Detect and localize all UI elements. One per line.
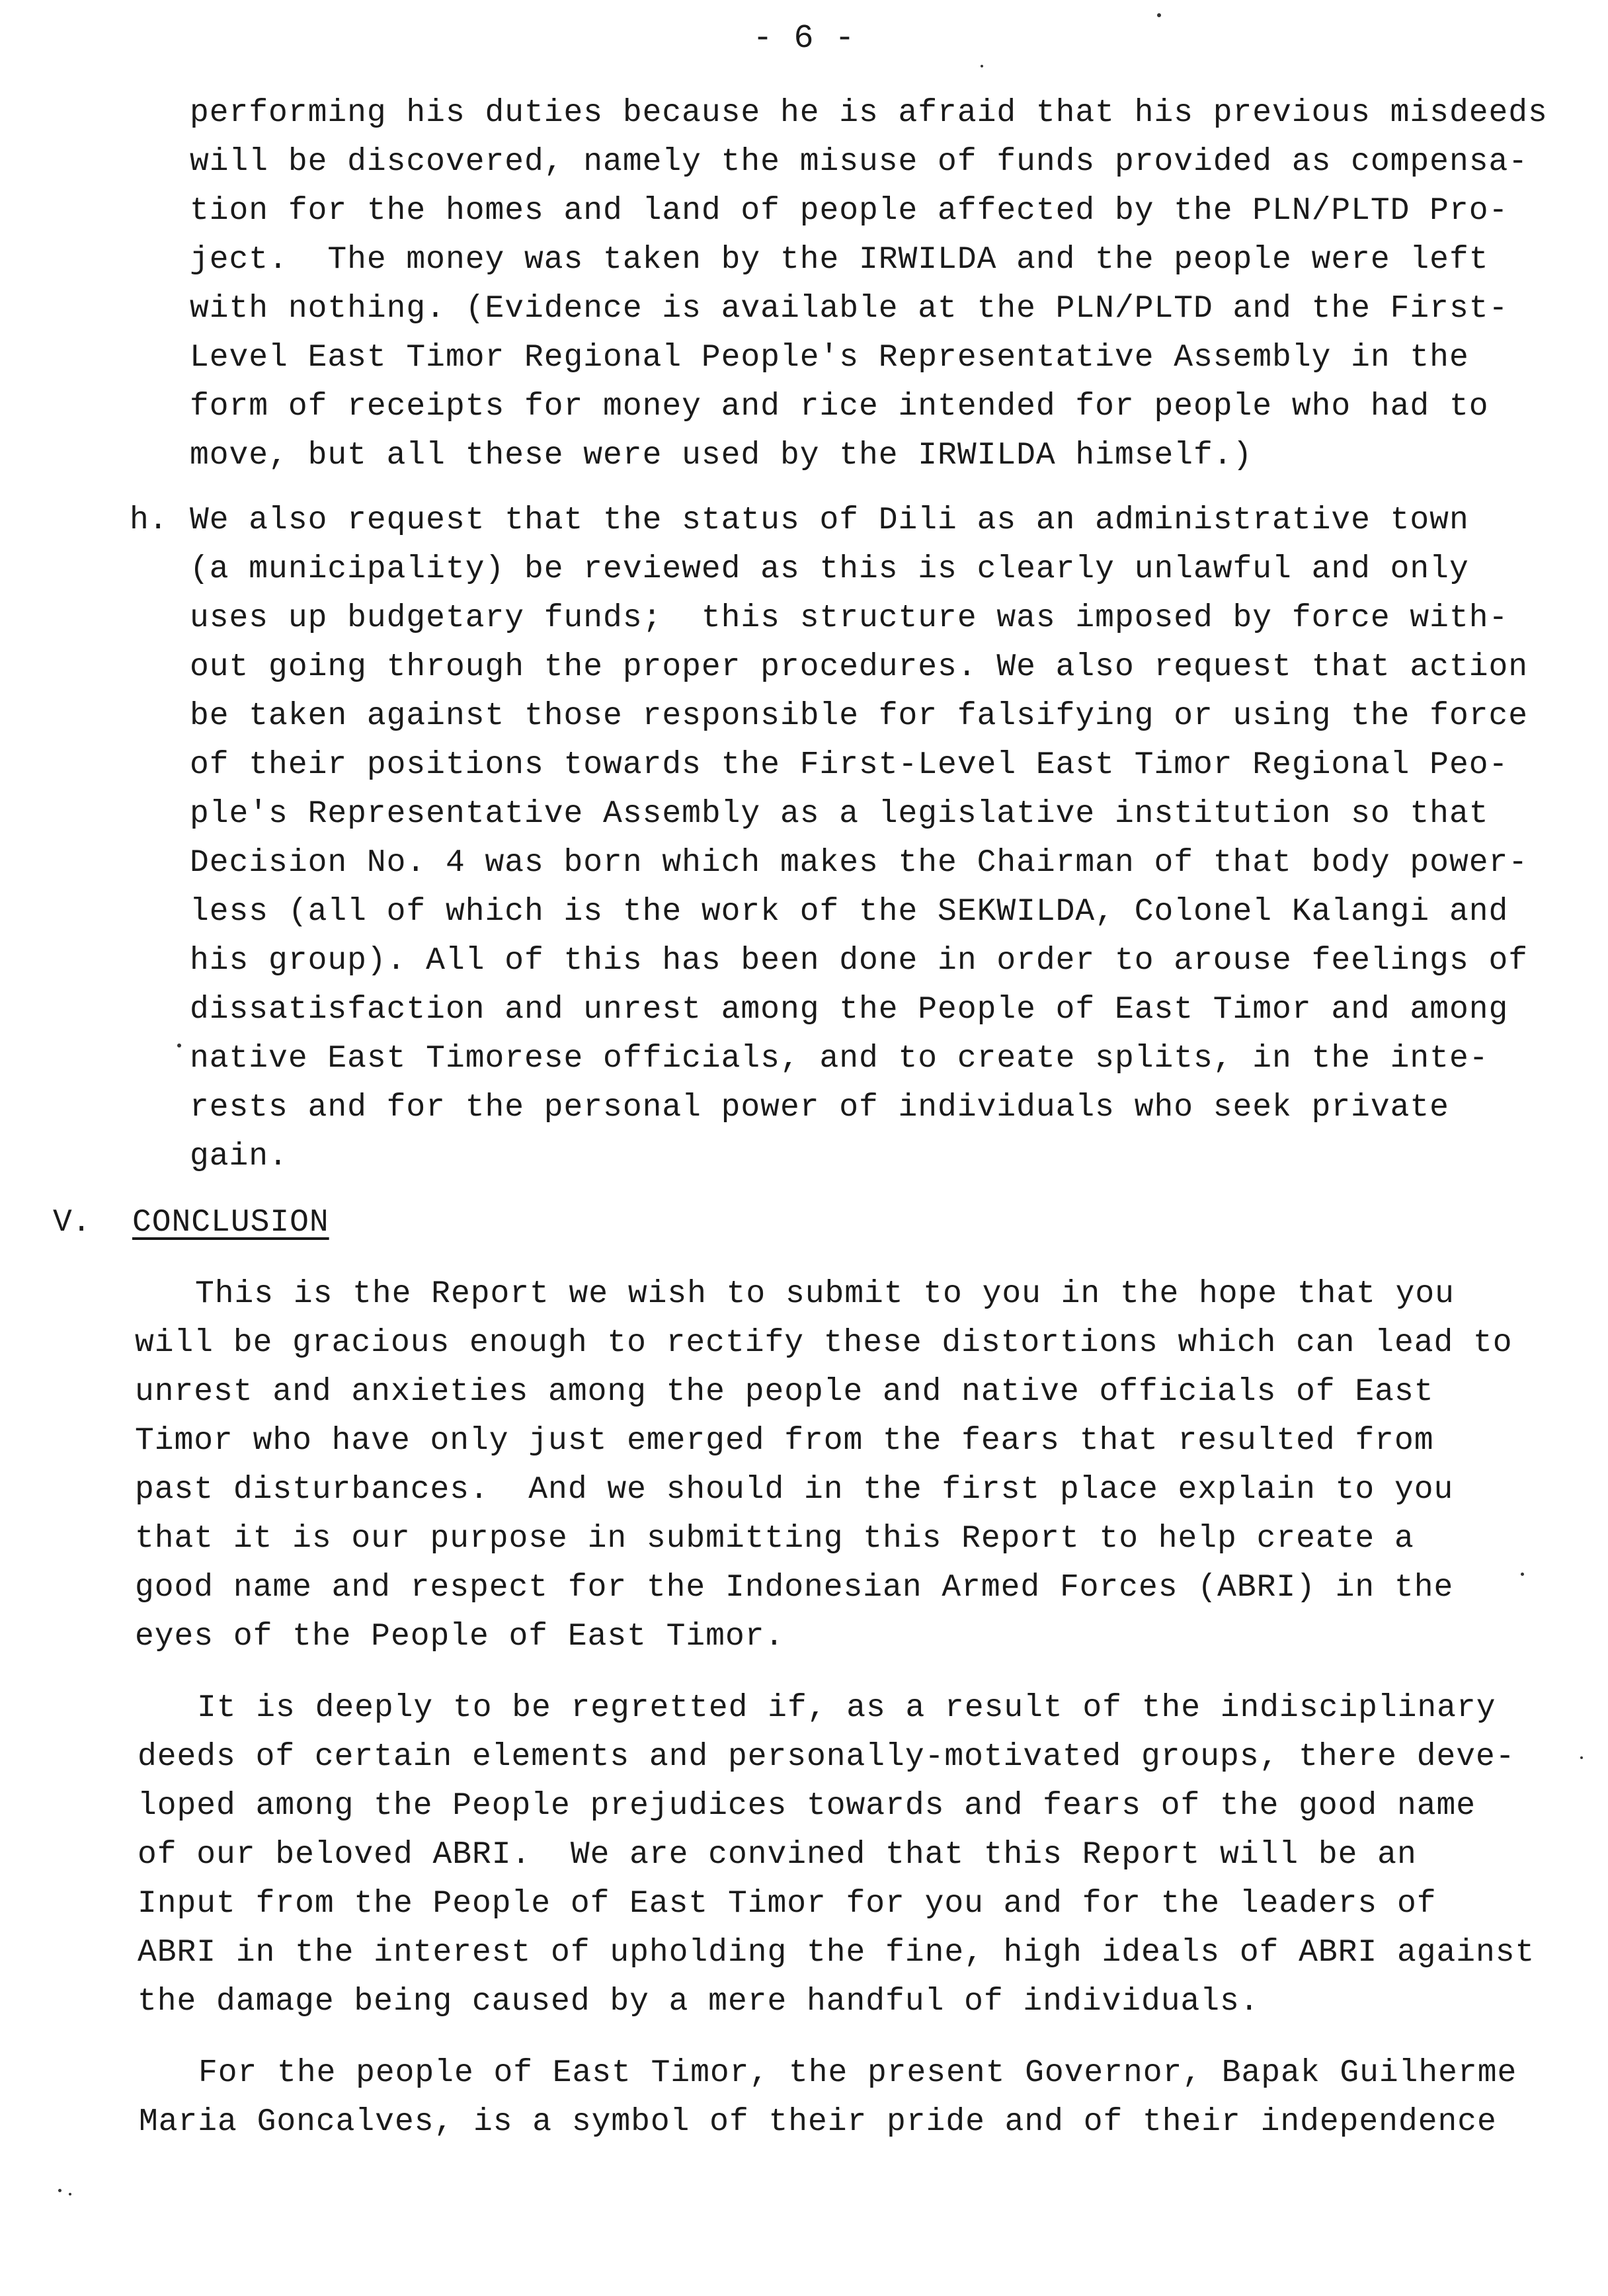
text-line: dissatisfaction and unrest among the People of East Timor and among	[190, 992, 1509, 1028]
text-line: tion for the homes and land of people affected by the PLN/PLTD Pro-	[190, 193, 1509, 229]
scan-speck	[1157, 13, 1161, 17]
scan-speck	[69, 2193, 71, 2195]
text-line: native East Timorese officials, and to create splits, in the inte-	[190, 1041, 1489, 1077]
text-line: Level East Timor Regional People's Representative Assembly in the	[190, 340, 1469, 376]
text-line: will be gracious enough to rectify these distortions which can lead to	[135, 1325, 1513, 1361]
section-heading: CONCLUSION	[132, 1205, 329, 1241]
text-line: loped among the People prejudices towards and fears of the good name	[138, 1788, 1476, 1824]
page-number: - 6 -	[752, 20, 856, 58]
text-line: that it is our purpose in submitting this Report to help create a	[135, 1521, 1414, 1557]
text-line: move, but all these were used by the IRWILDA himself.)	[190, 438, 1253, 473]
text-line: the damage being caused by a mere handful of individuals.	[138, 1984, 1260, 2020]
section-numeral: V.	[53, 1205, 91, 1241]
text-line: less (all of which is the work of the SEKWILDA, Colonel Kalangi and	[190, 894, 1509, 930]
text-line: good name and respect for the Indonesian Armed Forces (ABRI) in the	[135, 1570, 1454, 1606]
text-line: Input from the People of East Timor for you and for the leaders of	[138, 1886, 1437, 1922]
text-line: past disturbances. And we should in the first place explain to you	[135, 1472, 1454, 1508]
scan-speck	[177, 1044, 181, 1047]
text-line: ple's Representative Assembly as a legislative institution so that	[190, 796, 1489, 832]
text-line: form of receipts for money and rice intended for people who had to	[190, 389, 1489, 425]
text-line: with nothing. (Evidence is available at the PLN/PLTD and the First-	[190, 291, 1509, 327]
text-line: ject. The money was taken by the IRWILDA and the people were left	[190, 242, 1489, 278]
scan-speck	[981, 65, 983, 67]
text-line: of our beloved ABRI. We are convined that this Report will be an	[138, 1837, 1417, 1873]
scan-speck	[1580, 1756, 1583, 1759]
text-line: will be discovered, namely the misuse of funds provided as compensa-	[190, 144, 1528, 180]
list-marker-h: h.	[130, 503, 168, 538]
text-line: his group). All of this has been done in order to arouse feelings of	[190, 943, 1528, 979]
text-line: deeds of certain elements and personally-motivated groups, there deve-	[138, 1739, 1515, 1775]
text-line: be taken against those responsible for falsifying or using the force	[190, 698, 1528, 734]
text-line: (a municipality) be reviewed as this is clearly unlawful and only	[190, 552, 1469, 587]
text-line: uses up budgetary funds; this structure was imposed by force with-	[190, 600, 1509, 636]
text-line: We also request that the status of Dili as an administrative town	[190, 503, 1469, 538]
text-line: For the people of East Timor, the present Governor, Bapak Guilherme	[198, 2055, 1517, 2091]
scan-speck	[58, 2189, 61, 2192]
text-line: performing his duties because he is afraid that his previous misdeeds	[190, 95, 1548, 131]
text-line: gain.	[190, 1139, 288, 1174]
text-line: unrest and anxieties among the people and native officials of East	[135, 1374, 1434, 1410]
text-line: It is deeply to be regretted if, as a result of the indisciplinary	[197, 1690, 1496, 1726]
text-line: Timor who have only just emerged from the fears that resulted from	[135, 1423, 1434, 1459]
text-line: Decision No. 4 was born which makes the Chairman of that body power-	[190, 845, 1528, 881]
scan-speck	[1521, 1573, 1524, 1576]
text-line: of their positions towards the First-Level East Timor Regional Peo-	[190, 747, 1509, 783]
text-line: eyes of the People of East Timor.	[135, 1619, 785, 1655]
text-line: This is the Report we wish to submit to you in the hope that you	[195, 1276, 1455, 1312]
text-line: Maria Goncalves, is a symbol of their pride and of their independence	[139, 2104, 1497, 2140]
text-line: out going through the proper procedures. We also request that action	[190, 649, 1528, 685]
text-line: ABRI in the interest of upholding the fine, high ideals of ABRI against	[138, 1935, 1535, 1971]
text-line: rests and for the personal power of individuals who seek private	[190, 1090, 1449, 1126]
